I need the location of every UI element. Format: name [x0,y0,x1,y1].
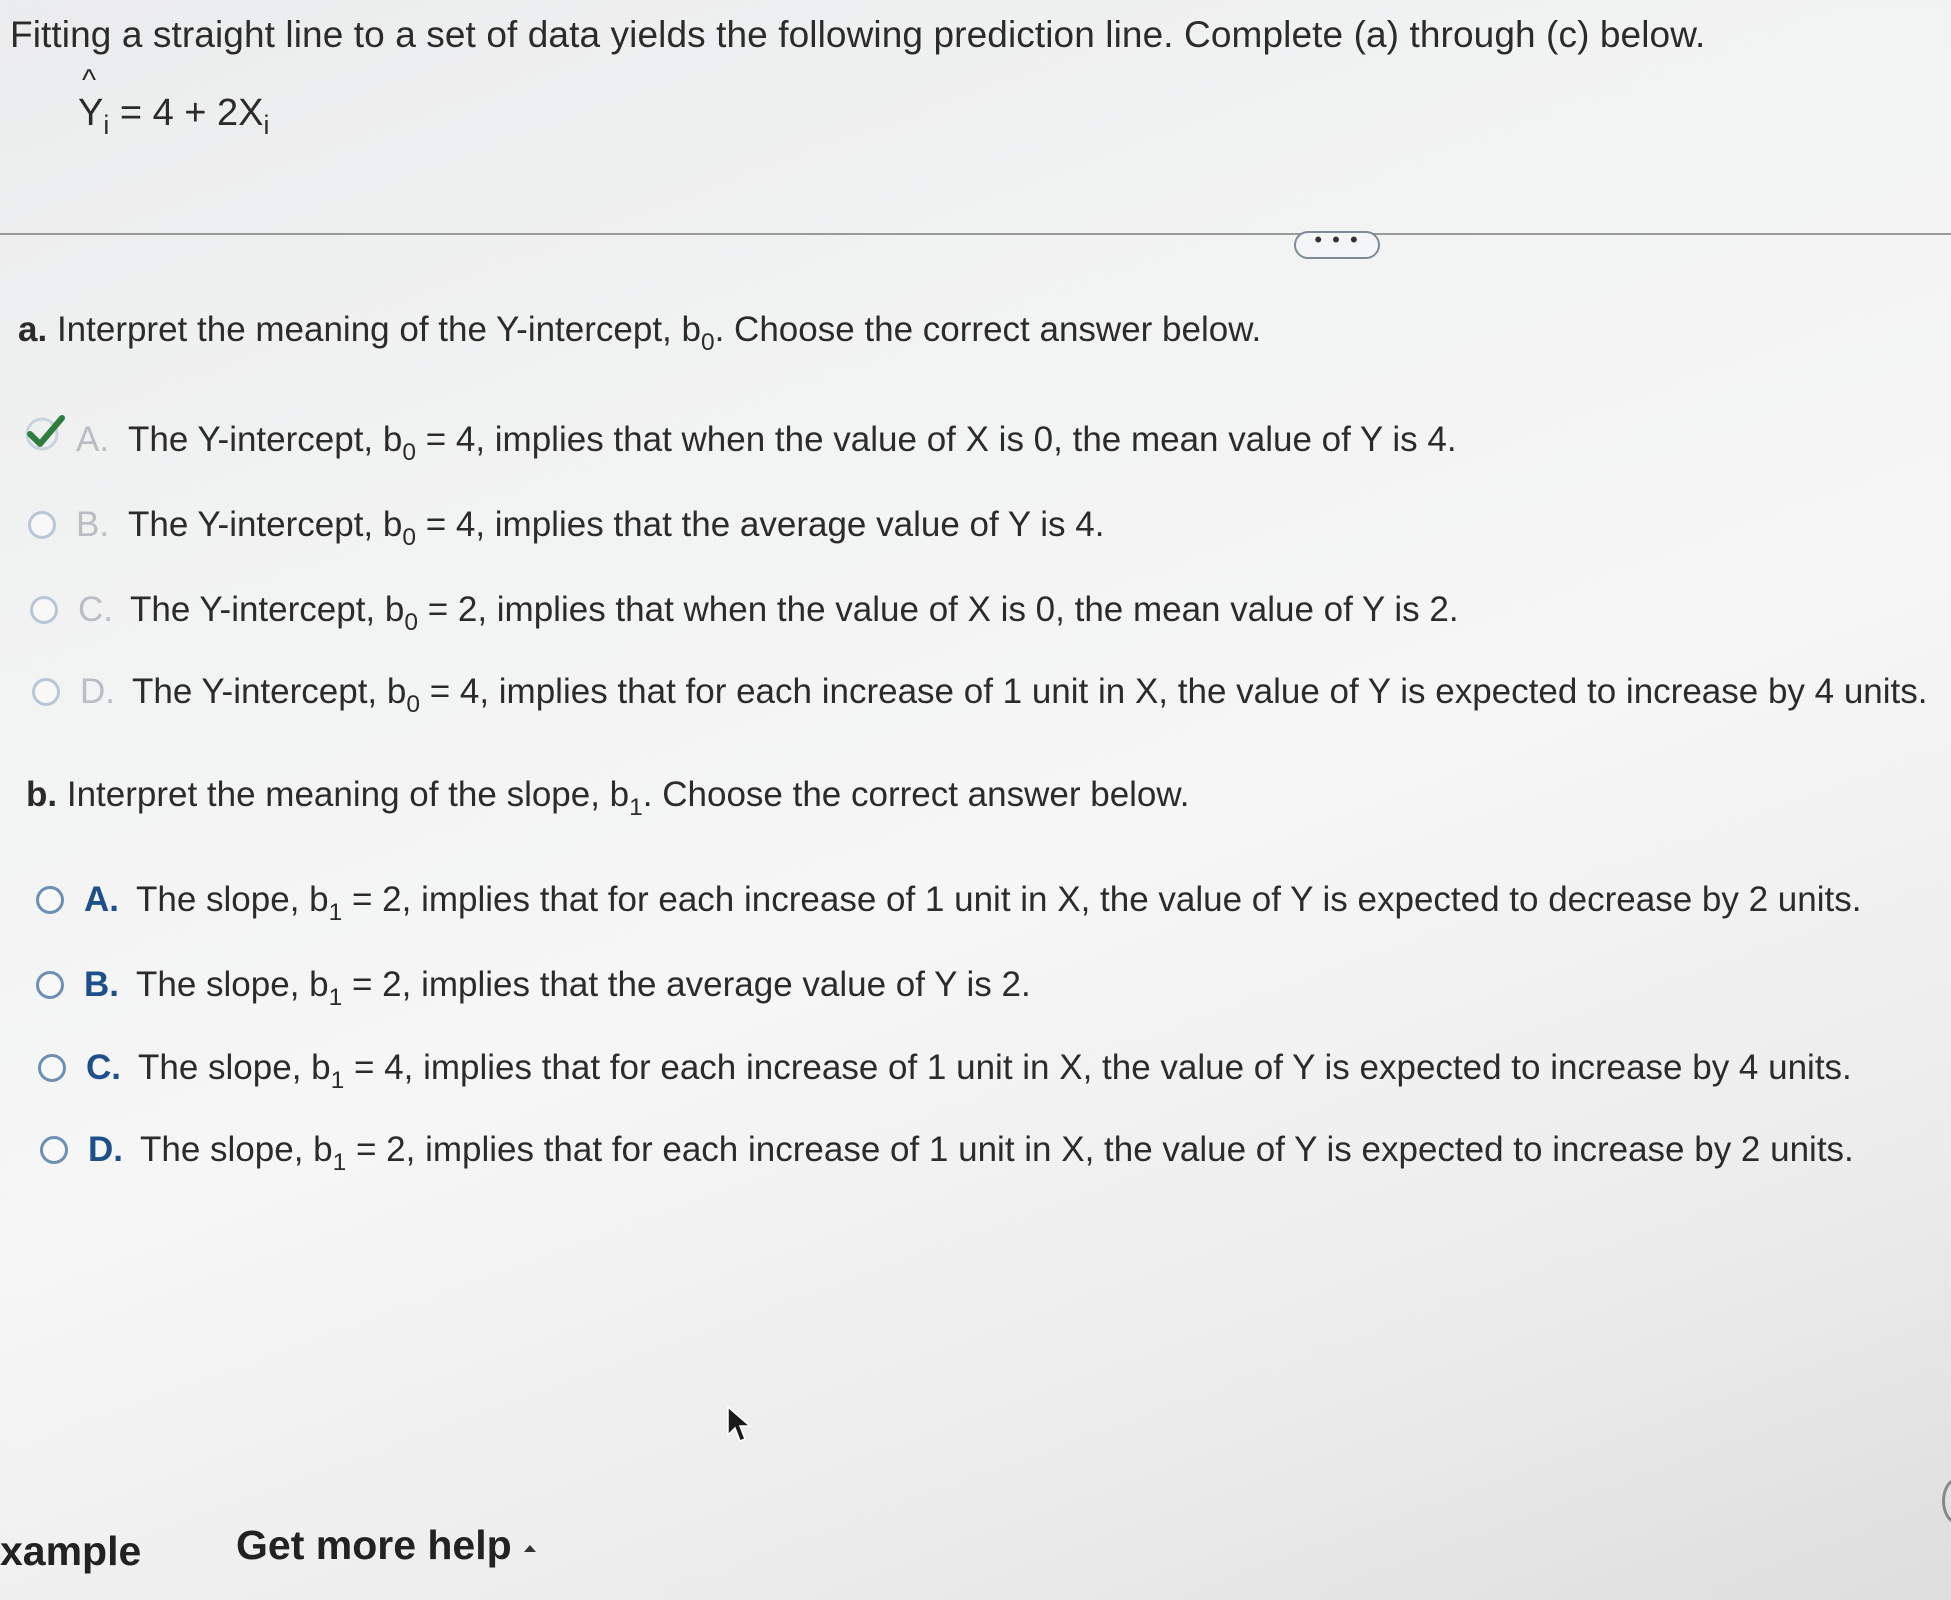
option-letter: C. [78,590,113,629]
option-b-a[interactable] [36,880,1862,926]
option-letter: A. [84,880,119,919]
option-a-c[interactable] [30,590,1459,636]
section-divider [0,233,1951,235]
option-b-d[interactable] [40,1130,1854,1176]
option-text: The slope, $b_1 = 2$, implies that for each increase of 1 unit in X, the value of Y is expected to increase by 2 units. [140,1130,1854,1176]
example-link[interactable]: xample [0,1528,142,1574]
option-letter: D. [88,1130,123,1169]
radio-button[interactable] [32,678,60,706]
radio-button[interactable] [30,596,58,624]
option-text: The slope, $b_1 = 2$, implies that for each increase of 1 unit in X, the value of Y is expected to decrease by 2 units. [136,880,1862,926]
option-letter: C. [86,1048,121,1087]
option-a-d[interactable] [32,672,1928,718]
mouse-pointer-icon [726,1405,752,1445]
checkmark-icon [22,412,68,452]
option-text: The Y-intercept, $b_0 = 4$, implies that the average value of Y is 4. [128,505,1105,551]
radio-button[interactable] [28,511,56,539]
problem-statement: Fitting a straight line to a set of data yields the following prediction line. Complete (a) through (c) below. [10,14,1706,55]
y-hat-symbol: ^ Y [78,64,104,134]
option-letter: B. [76,505,110,544]
caret-up-icon [524,1545,536,1552]
option-a-a[interactable] [76,420,1457,466]
option-text: The slope, $b_1 = 2$, implies that the average value of Y is 2. [136,965,1031,1011]
option-letter: A. [76,420,110,459]
option-text: The Y-intercept, $b_0 = 2$, implies that when the value of X is 0, the mean value of Y is 2. [130,590,1459,636]
radio-button[interactable] [40,1136,68,1164]
partial-circle-icon [1942,1478,1951,1524]
expand-more-button[interactable]: • • • [1294,231,1380,259]
radio-button[interactable] [36,886,64,914]
option-b-c[interactable] [38,1048,1852,1094]
option-text: The Y-intercept, $b_0 = 4$, implies that for each increase of 1 unit in X, the value of Y is expected to increase by 4 units. [132,672,1928,718]
option-a-b[interactable] [28,505,1105,551]
radio-button[interactable] [36,971,64,999]
option-letter: B. [84,965,119,1004]
option-b-b[interactable] [36,965,1031,1011]
question-a-prompt: a. Interpret the meaning of the Y-intercept, $b_0$. Choose the correct answer below. [18,310,1262,356]
prediction-equation: ^ $Y_i = 4 + 2X_i$ [78,64,270,141]
option-text: The Y-intercept, $b_0 = 4$, implies that when the value of X is 0, the mean value of Y is 4. [128,420,1457,466]
option-letter: D. [80,672,115,711]
question-b-prompt: b. Interpret the meaning of the slope, $b_1$. Choose the correct answer below. [26,775,1190,821]
get-more-help-button[interactable]: Get more help [236,1522,536,1569]
radio-button[interactable] [38,1054,66,1082]
option-text: The slope, $b_1 = 4$, implies that for each increase of 1 unit in X, the value of Y is expected to increase by 4 units. [138,1048,1852,1094]
